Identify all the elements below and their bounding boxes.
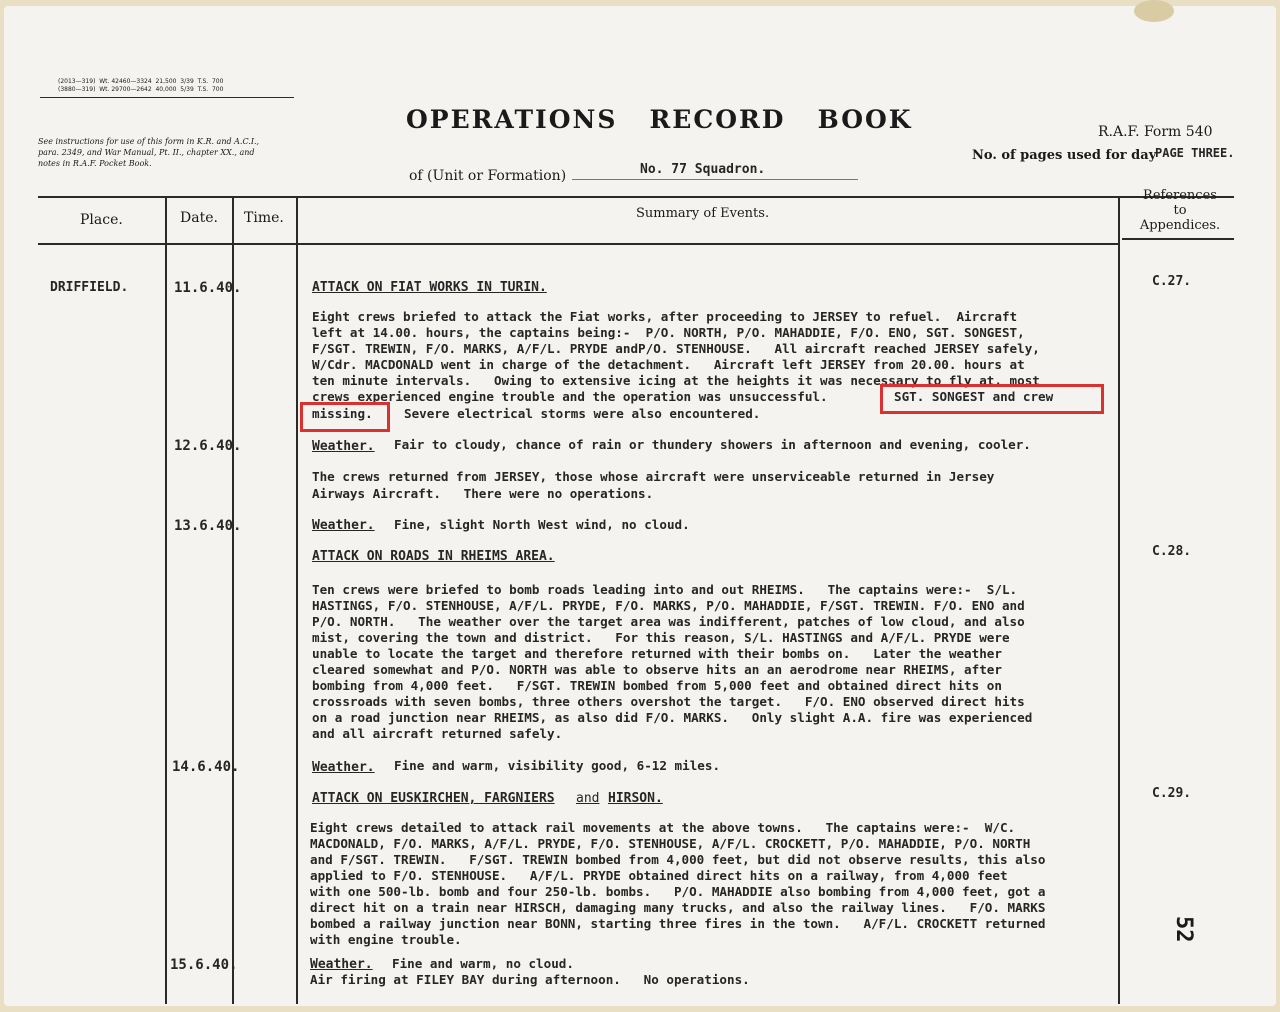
entry-3-line-4: mist, covering the town and district. For this reason, S/L. HASTINGS and A/F/L. PRYDE were (312, 630, 1010, 645)
weather-3: Fine, slight North West wind, no cloud. (394, 517, 690, 532)
entry-heading-4c: HIRSON. (608, 791, 663, 806)
entry-3-line-8: crossroads with seven bombs, three others overshot the target. F/O. ENO observed direct hits (312, 694, 1025, 709)
weather-label-3: Weather. (312, 518, 375, 533)
col-divider-date (232, 196, 234, 1004)
unit-dotted-rule (572, 179, 858, 180)
entry-1-line-2: left at 14.00. hours, the captains being:- P/O. NORTH, P/O. MAHADDIE, F/O. ENO, SGT. SONGEST, (312, 325, 1025, 340)
col-header-summary: Summary of Events. (636, 206, 770, 221)
entry-4-line-3: and F/SGT. TREWIN. F/SGT. TREWIN bombed from 4,000 feet, but did not observe results, this also (310, 852, 1046, 867)
entry-place: DRIFFIELD. (50, 280, 129, 295)
col-header-references: References to Appendices. (1139, 188, 1221, 233)
entry-date-2: 12.6.40. (174, 438, 242, 454)
highlight-box-missing (300, 402, 390, 432)
entry-heading-4b: and (576, 791, 600, 806)
instructions-line-3: notes in R.A.F. Pocket Book. (38, 159, 152, 168)
entry-3-line-10: and all aircraft returned safely. (312, 726, 563, 741)
weather-label-5: Weather. (310, 957, 373, 972)
entry-heading-1: ATTACK ON FIAT WORKS IN TURIN. (312, 280, 547, 295)
entry-3-line-7: bombing from 4,000 feet. F/SGT. TREWIN bombed from 5,000 feet and obtained direct hits on (312, 678, 1002, 693)
entry-4-line-7: bombed a railway junction near BONN, starting three fires in the town. A/F/L. CROCKETT returned (310, 916, 1046, 931)
entry-heading-4a: ATTACK ON EUSKIRCHEN, FARGNIERS (312, 791, 555, 806)
ref-c27: C.27. (1152, 274, 1192, 289)
entry-date-4: 14.6.40. (172, 759, 240, 775)
weather-2: Fair to cloudy, chance of rain or thundery showers in afternoon and evening, cooler. (394, 437, 1031, 452)
weather-4: Fine and warm, visibility good, 6-12 miles. (394, 758, 721, 773)
instructions-line-2: para. 2349, and War Manual, Pt. II., chapter XX., and (38, 148, 255, 157)
entry-1-line-3: F/SGT. TREWIN, F/O. MARKS, A/F/L. PRYDE andP/O. STENHOUSE. All aircraft reached JERSEY safely, (312, 341, 1040, 356)
entry-3-line-5: unable to locate the target and therefore returned with their bombs on. Later the weather (312, 646, 1002, 661)
entry-date-1: 11.6.40. (174, 280, 242, 296)
entry-1-line-1: Eight crews briefed to attack the Fiat works, after proceeding to JERSEY to refuel. Aircraft (312, 309, 1018, 324)
entry-3-line-6: cleared somewhat and P/O. NORTH was able to observe hits an an aerodrome near RHEIMS, after (312, 662, 1002, 677)
entry-heading-3: ATTACK ON ROADS IN RHEIMS AREA. (312, 549, 555, 564)
entry-4-line-8: with engine trouble. (310, 932, 462, 947)
entry-1-line-7a: missing. (312, 406, 373, 421)
weather-label-4: Weather. (312, 760, 375, 775)
instructions-line-1: See instructions for use of this form in K.R. and A.C.I., (38, 137, 260, 146)
entry-3-line-3: P/O. NORTH. The weather over the target area was indifferent, patches of low cloud, and also (312, 614, 1025, 629)
form-title: OPERATIONS RECORD BOOK (406, 105, 913, 134)
header-bottom-rule (38, 243, 1118, 245)
col-header-time: Time. (244, 210, 284, 226)
entry-4-line-4: applied to F/O. STENHOUSE. A/F/L. PRYDE obtained direct hits on a railway, from 4,000 feet (310, 868, 1008, 883)
entry-3-line-9: on a road junction near RHEIMS, as also did F/O. MARKS. Only slight A.A. fire was experienced (312, 710, 1033, 725)
print-code-1: (2013—319) Wt. 42460—3324 21,500 3/39 T.S. 700 (58, 78, 224, 85)
col-divider-time (296, 196, 298, 1004)
col-header-place: Place. (80, 212, 123, 228)
ref-c29: C.29. (1152, 786, 1192, 801)
highlight-box-crew (880, 384, 1104, 414)
col-divider-place (165, 196, 167, 1004)
entry-4-line-5: with one 500-lb. bomb and four 250-lb. bombs. P/O. MAHADDIE also bombing from 4,000 feet, got a (310, 884, 1046, 899)
ref-c28: C.28. (1152, 544, 1192, 559)
entry-2-line-1: The crews returned from JERSEY, those whose aircraft were unserviceable returned in Jersey (312, 469, 995, 484)
print-code-2: (3880—319) Wt. 29700—2642 40,000 5/39 T.S. 700 (58, 86, 224, 93)
entry-4-line-2: MACDONALD, F/O. MARKS, A/F/L. PRYDE, F/O. STENHOUSE, A/F/L. CROCKETT, P/O. MAHADDIE, P/O. NORTH (310, 836, 1031, 851)
page-number: 52 (1171, 916, 1196, 943)
entry-4-line-6: direct hit on a train near HIRSCH, damaging many trucks, and also the railway lines. F/O. MARKS (310, 900, 1046, 915)
entry-date-3: 13.6.40. (174, 518, 242, 534)
unit-label: of (Unit or Formation) (409, 168, 567, 184)
entry-4-line-1: Eight crews detailed to attack rail movements at the above towns. The captains were:- W/C. (310, 820, 1016, 835)
entry-1-line-6b: SGT. SONGEST and crew (894, 389, 1054, 404)
form-number: R.A.F. Form 540 (1098, 124, 1213, 140)
entry-2-line-2: Airways Aircraft. There were no operations. (312, 486, 654, 501)
pages-label: No. of pages used for day (972, 148, 1157, 163)
col-divider-summary (1118, 196, 1120, 1004)
entry-date-5: 15.6.40. (170, 957, 238, 973)
table-top-rule (38, 196, 1234, 198)
col-header-date: Date. (180, 210, 218, 226)
weather-5: Fine and warm, no cloud. (392, 956, 574, 971)
weather-label-2: Weather. (312, 439, 375, 454)
entry-1-line-4: W/Cdr. MACDONALD went in charge of the detachment. Aircraft left JERSEY from 20.00. hours at (312, 357, 1025, 372)
entry-1-line-7b: Severe electrical storms were also encountered. (404, 406, 761, 421)
code-rule (40, 97, 294, 98)
punch-hole (1134, 0, 1174, 22)
ref-header-rule (1122, 238, 1234, 240)
entry-3-line-1: Ten crews were briefed to bomb roads leading into and out RHEIMS. The captains were:- S/L. (312, 582, 1018, 597)
entry-3-line-2: HASTINGS, F/O. STENHOUSE, A/F/L. PRYDE, F/O. MARKS, P/O. MAHADDIE, F/SGT. TREWIN. F/O. ENO and (312, 598, 1025, 613)
entry-1-line-5: ten minute intervals. Owing to extensive icing at the heights it was necessary to fly at, most (312, 373, 1040, 388)
record-sheet (4, 6, 1276, 1006)
entry-1-line-6a: crews experienced engine trouble and the operation was unsuccessful. (312, 389, 828, 404)
unit-value: No. 77 Squadron. (640, 162, 766, 177)
pages-value: PAGE THREE. (1155, 146, 1235, 160)
entry-5-line-1: Air firing at FILEY BAY during afternoon. No operations. (310, 972, 750, 987)
